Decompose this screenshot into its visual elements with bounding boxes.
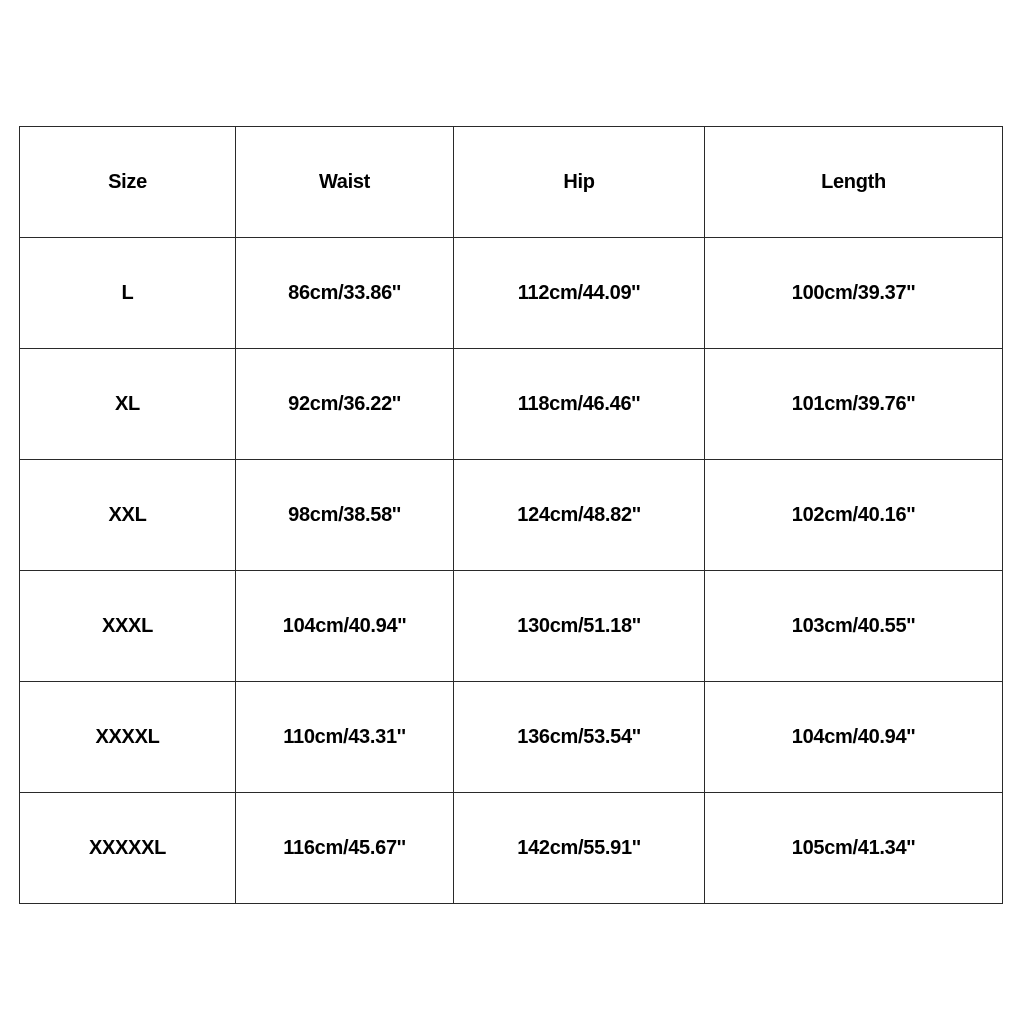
header-waist: Waist bbox=[236, 127, 454, 238]
table-row bbox=[20, 238, 1003, 349]
cell-length: 104cm/40.94'' bbox=[705, 682, 1003, 793]
cell-waist: 116cm/45.67'' bbox=[236, 793, 454, 904]
table-row bbox=[20, 460, 1003, 571]
header-size: Size bbox=[20, 127, 236, 238]
cell-waist: 86cm/33.86'' bbox=[236, 238, 454, 349]
cell-size: XXXXXL bbox=[20, 793, 236, 904]
cell-size: XXXXL bbox=[20, 682, 236, 793]
cell-length: 105cm/41.34'' bbox=[705, 793, 1003, 904]
header-length: Length bbox=[705, 127, 1003, 238]
table-row bbox=[20, 571, 1003, 682]
cell-hip: 124cm/48.82'' bbox=[454, 460, 705, 571]
cell-length: 103cm/40.55'' bbox=[705, 571, 1003, 682]
header-row bbox=[20, 127, 1003, 238]
cell-waist: 92cm/36.22'' bbox=[236, 349, 454, 460]
table-row bbox=[20, 793, 1003, 904]
cell-waist: 104cm/40.94'' bbox=[236, 571, 454, 682]
cell-size: XXXL bbox=[20, 571, 236, 682]
cell-hip: 130cm/51.18'' bbox=[454, 571, 705, 682]
size-chart-table bbox=[19, 126, 1003, 904]
cell-waist: 110cm/43.31'' bbox=[236, 682, 454, 793]
cell-hip: 136cm/53.54'' bbox=[454, 682, 705, 793]
cell-size: L bbox=[20, 238, 236, 349]
cell-size: XL bbox=[20, 349, 236, 460]
cell-size: XXL bbox=[20, 460, 236, 571]
table-row bbox=[20, 349, 1003, 460]
cell-hip: 142cm/55.91'' bbox=[454, 793, 705, 904]
cell-length: 102cm/40.16'' bbox=[705, 460, 1003, 571]
header-hip: Hip bbox=[454, 127, 705, 238]
cell-length: 101cm/39.76'' bbox=[705, 349, 1003, 460]
cell-hip: 118cm/46.46'' bbox=[454, 349, 705, 460]
cell-waist: 98cm/38.58'' bbox=[236, 460, 454, 571]
cell-hip: 112cm/44.09'' bbox=[454, 238, 705, 349]
table-row bbox=[20, 682, 1003, 793]
cell-length: 100cm/39.37'' bbox=[705, 238, 1003, 349]
